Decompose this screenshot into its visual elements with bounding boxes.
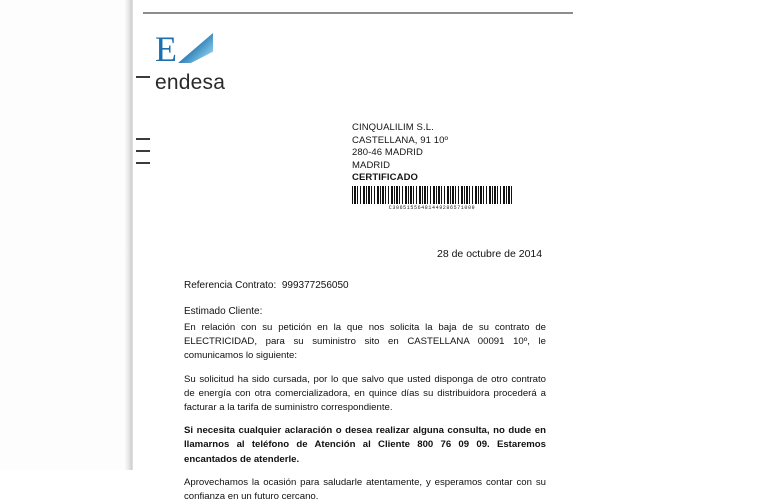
- barcode-block: [352, 186, 512, 211]
- recipient-company: CINQUALILIM S.L.: [352, 122, 434, 133]
- letter-paragraph: Si necesita cualquier aclaración o desea realizar alguna consulta, no dude en llamarnos al teléfono de Atención al Cliente 800 76 09 09. Estaremos encantados de atenderle.: [184, 425, 546, 465]
- letter-date: 28 de octubre de 2014: [437, 248, 543, 260]
- registration-dash: [136, 162, 150, 164]
- registration-dash: [136, 150, 150, 152]
- recipient-delivery-type: CERTIFICADO: [352, 172, 419, 183]
- barcode-image: [352, 186, 512, 204]
- logo-letter-e: E: [155, 29, 177, 69]
- recipient-city: 280-46 MADRID: [352, 147, 423, 158]
- recipient-address-block: [352, 122, 448, 185]
- recipient-street: CASTELLANA, 91 10º: [352, 134, 449, 146]
- letter-paragraph: En relación con su petición en la que nos solicita la baja de su contrato de ELECTRICIDAD, para su suministro sito en CASTELLANA 00091 10º, le comunicamos lo siguiente:: [184, 322, 546, 362]
- page-left-margin: [0, 0, 133, 470]
- logo-mark: [155, 31, 217, 69]
- logo-swoosh-icon: [175, 33, 213, 63]
- letter-greeting: Estimado Cliente:: [184, 306, 263, 317]
- top-rule-line: [143, 12, 573, 14]
- contract-reference-value: 999377256050: [281, 280, 349, 291]
- contract-reference-label: Referencia Contrato:: [184, 280, 277, 291]
- barcode-number: C30651556481449286571009: [388, 205, 476, 211]
- registration-dash: [136, 138, 150, 140]
- contract-reference: [184, 280, 349, 291]
- logo-wordmark: endesa: [155, 71, 226, 94]
- registration-dash: [136, 76, 150, 78]
- recipient-region: MADRID: [352, 159, 391, 171]
- letter-paragraph: Aprovechamos la ocasión para saludarle atentamente, y esperamos contar con su confianza en un futuro cercano.: [184, 476, 546, 503]
- endesa-logo: [155, 31, 275, 95]
- letter-paragraph: Su solicitud ha sido cursada, por lo que salvo que usted disponga de otro contrato de energía con otra comercializadora, en quince días su distribuidora procederá a facturar a la tarifa de suministro correspondiente.: [184, 373, 546, 414]
- letter-body: [184, 321, 546, 504]
